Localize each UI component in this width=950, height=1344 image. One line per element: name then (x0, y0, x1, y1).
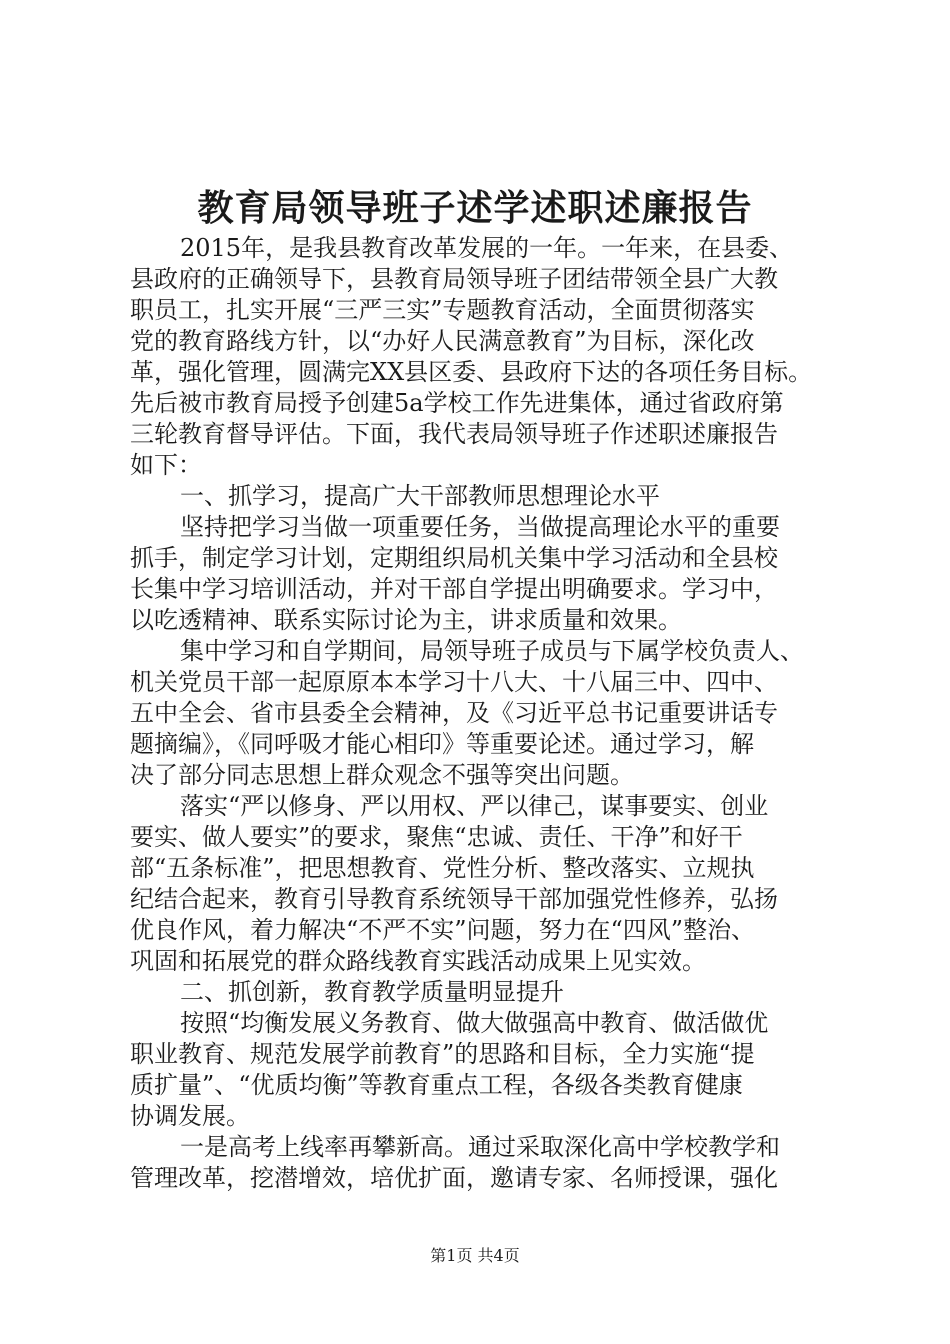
text-line: 集中学习和自学期间，局领导班子成员与下属学校负责人、 (180, 637, 804, 665)
text-line: 决了部分同志思想上群众观念不强等突出问题。 (130, 761, 634, 789)
text-line: 协调发展。 (130, 1102, 250, 1130)
text-line: 纪结合起来，教育引导教育系统领导干部加强党性修养，弘扬 (130, 885, 778, 913)
text-line: 管理改革，挖潜增效，培优扩面，邀请专家、名师授课，强化 (130, 1164, 778, 1192)
text-line: 质扩量”、“优质均衡”等教育重点工程，各级各类教育健康 (130, 1071, 743, 1099)
text-line: 长集中学习培训活动，并对干部自学提出明确要求。学习中， (130, 575, 778, 603)
text-line: 县政府的正确领导下，县教育局领导班子团结带领全县广大教 (130, 265, 778, 293)
text-line: 三轮教育督导评估。下面，我代表局领导班子作述职述廉报告 (130, 420, 778, 448)
text-line: 先后被市教育局授予创建5a学校工作先进集体，通过省政府第 (130, 389, 784, 417)
text-line: 优良作风，着力解决“不严不实”问题，努力在“四风”整治、 (130, 916, 756, 944)
text-line: 一是高考上线率再攀新高。通过采取深化高中学校教学和 (180, 1133, 780, 1161)
text-line: 2015年，是我县教育改革发展的一年。一年来，在县委、 (180, 234, 794, 262)
text-line: 二、抓创新，教育教学质量明显提升 (180, 978, 564, 1006)
text-line: 机关党员干部一起原原本本学习十八大、十八届三中、四中、 (130, 668, 778, 696)
text-line: 以吃透精神、联系实际讨论为主，讲求质量和效果。 (130, 606, 682, 634)
text-line: 按照“均衡发展义务教育、做大做强高中教育、做活做优 (180, 1009, 769, 1037)
text-line: 坚持把学习当做一项重要任务，当做提高理论水平的重要 (180, 513, 780, 541)
text-line: 抓手，制定学习计划，定期组织局机关集中学习活动和全县校 (130, 544, 778, 572)
text-line: 部“五条标准”，把思想教育、党性分析、整改落实、立规执 (130, 854, 755, 882)
text-line: 党的教育路线方针，以“办好人民满意教育”为目标，深化改 (130, 327, 755, 355)
text-line: 如下： (130, 451, 202, 479)
text-line: 巩固和拓展党的群众路线教育实践活动成果上见实效。 (130, 947, 706, 975)
text-line: 革，强化管理，圆满完XX县区委、县政府下达的各项任务目标。 (130, 358, 813, 386)
text-line: 职业教育、规范发展学前教育”的思路和目标，全力实施“提 (130, 1040, 755, 1068)
text-line: 落实“严以修身、严以用权、严以律己，谋事要实、创业 (180, 792, 769, 820)
page-footer: 第1页 共4页 (430, 1246, 520, 1265)
text-line: 题摘编》，《同呼吸才能心相印》等重要论述。通过学习，解 (130, 730, 754, 758)
text-line: 五中全会、省市县委全会精神，及《习近平总书记重要讲话专 (130, 699, 778, 727)
document-title: 教育局领导班子述学述职述廉报告 (197, 187, 753, 229)
text-line: 一、抓学习，提高广大干部教师思想理论水平 (180, 482, 660, 510)
document-body (130, 233, 830, 1194)
text-line: 要实、做人要实”的要求，聚焦“忠诚、责任、干净”和好干 (130, 823, 743, 851)
text-line: 职员工，扎实开展“三严三实”专题教育活动，全面贯彻落实 (130, 296, 755, 324)
